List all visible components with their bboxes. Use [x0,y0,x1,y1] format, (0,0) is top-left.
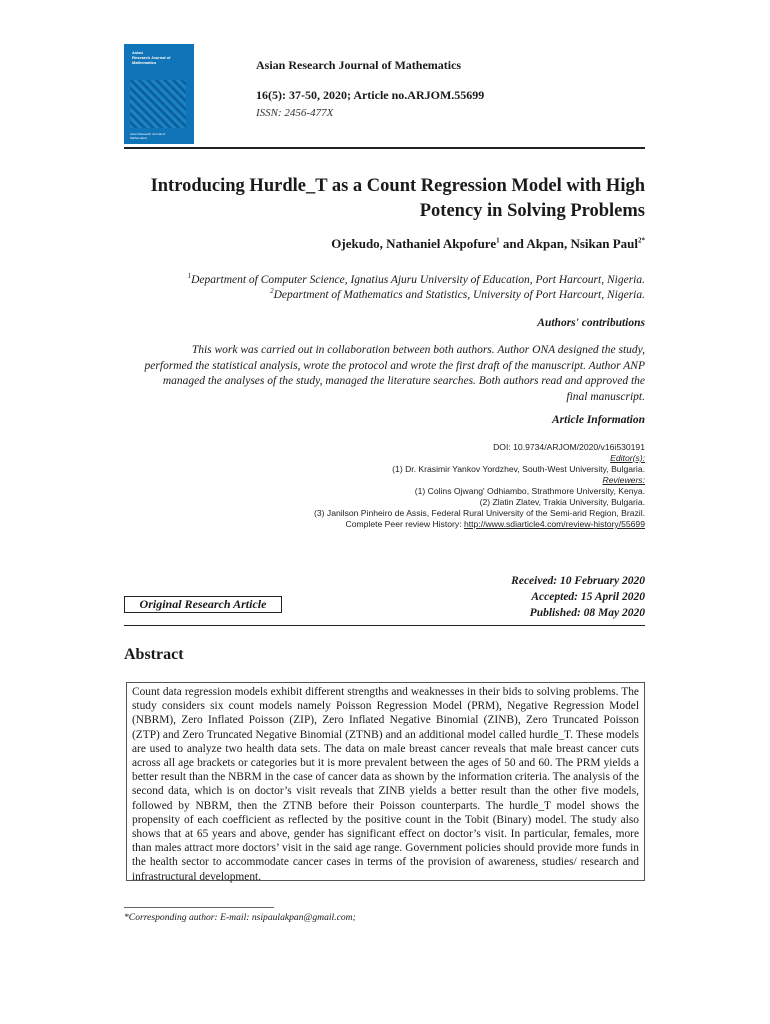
published-date: Published: 08 May 2020 [529,607,645,619]
editor-1: (1) Dr. Krasimir Yankov Yordzhev, South-West University, Bulgaria. [392,464,645,474]
editors-label: Editor(s): [610,453,645,463]
author-1-sup: 1 [496,236,500,245]
reviewer-3: (3) Janilson Pinheiro de Assis, Federal Rural University of the Semi-arid Region, Brazil. [314,508,645,518]
cover-title [132,50,188,65]
affiliation-2 [124,289,645,301]
author-2: Akpan, Nsikan Paul [526,236,638,251]
cover-title-line: Asian [132,50,143,55]
reviewer-2: (2) Zlatin Zlatev, Trakia University, Bulgaria. [479,497,645,507]
received-date: Received: 10 February 2020 [511,575,645,587]
affiliation-1 [124,274,645,286]
contributions-heading: Authors' contributions [537,317,645,329]
title-line-1: Introducing Hurdle_T as a Count Regression Model with High [150,176,645,196]
article-info-heading: Article Information [552,414,645,426]
paper-title [124,174,645,224]
contributions-text [124,343,645,405]
author-line [124,236,645,252]
title-line-2: Potency in Solving Problems [419,201,645,221]
cover-pattern [130,80,186,128]
contributions-line: final manuscript. [566,390,645,403]
cover-bottom-text: Asian Research Journal of Mathematics [130,132,166,140]
journal-citation: 16(5): 37-50, 2020; Article no.ARJOM.55699 [256,88,485,102]
cover-title-line: Mathematics [132,60,157,65]
affiliation-1-sup: 1 [187,272,192,281]
section-divider [124,625,645,626]
accepted-date: Accepted: 15 April 2020 [531,591,645,603]
journal-cover-image [124,44,194,144]
review-history-label: Complete Peer review History: [345,519,464,529]
author-and: and [499,236,527,251]
author-1: Ojekudo, Nathaniel Akpofure [331,236,497,251]
review-history-link[interactable]: http://www.sdiarticle4.com/review-history/55699 [463,519,645,529]
corresponding-author-footnote: *Corresponding author: E-mail: nsipaulakpan@gmail.com; [124,912,356,923]
contributions-line: This work was carried out in collaboration between both authors. Author ONA designed the study, [191,344,645,356]
journal-name: Asian Research Journal of Mathematics [256,58,462,72]
article-type-badge: Original Research Article [124,596,282,613]
abstract-heading: Abstract [124,646,184,663]
abstract-text: Count data regression models exhibit different strengths and weaknesses in their bids to solving problems. The study considers six count models namely Poisson Regression Model (PRM), Negative Regression Model (NBRM), Zero Inflated Poisson (ZIP), Zero Inflated Negative Binomial (ZINB), Zero Truncated Poisson (ZTP) and Zero Truncated Negative Binomial (ZTNB) and an additional model called hurdle_T. These models are used to analyze two health data sets. The data on male breast cancer reveals that male breast cancer cuts across all age brackets or categories but it is more prevalent between the ages of 50 and 60. The PRM yields a better result than the NBRM in the case of cancer data as shown by the information criteria. The analysis of the second data, which is on doctor’s visit reveals that ZINB yields a better result than the other five models, followed by NBRM, then the ZTNB before their Poisson counterparts. The hurdle_T model shows the propensity of each coefficient as reflected by the positive count in the Tobit (Binary) model. The study also shows that at 65 years and above, gender has significant effect on doctor’s visit. In particular, females, more than males attract more doctors’ visit in the said age range. Government policies should provide more funds in the health sector to accommodate cancer cases in terms of the provision of awareness, studies/ research and infrastructural development. [126,682,645,881]
reviewer-1: (1) Colins Ojwang' Odhiambo, Strathmore University, Kenya. [414,486,645,496]
affiliation-1-text: Department of Computer Science, Ignatius Ajuru University of Education, Port Harcourt, Nigeria. [191,274,645,286]
reviewers-label: Reviewers: [602,475,645,485]
review-history [124,519,645,530]
header-divider [124,147,645,149]
affiliation-2-text: Department of Mathematics and Statistics, University of Port Harcourt, Nigeria. [273,289,645,301]
author-2-sup: 2* [638,236,645,245]
cover-title-line: Research Journal of [132,55,171,60]
contributions-line: performed the statistical analysis, wrote the protocol and wrote the first draft of the manuscript. Author ANP [144,359,645,372]
affiliation-2-sup: 2 [270,287,274,296]
doi: DOI: 10.9734/ARJOM/2020/v16i530191 [493,442,645,452]
journal-issn: ISSN: 2456-477X [256,107,334,119]
article-dates [420,573,645,621]
footnote-divider [124,907,274,908]
contributions-line: managed the analyses of the study, managed the literature searches. Both authors read and approved the [162,375,645,387]
